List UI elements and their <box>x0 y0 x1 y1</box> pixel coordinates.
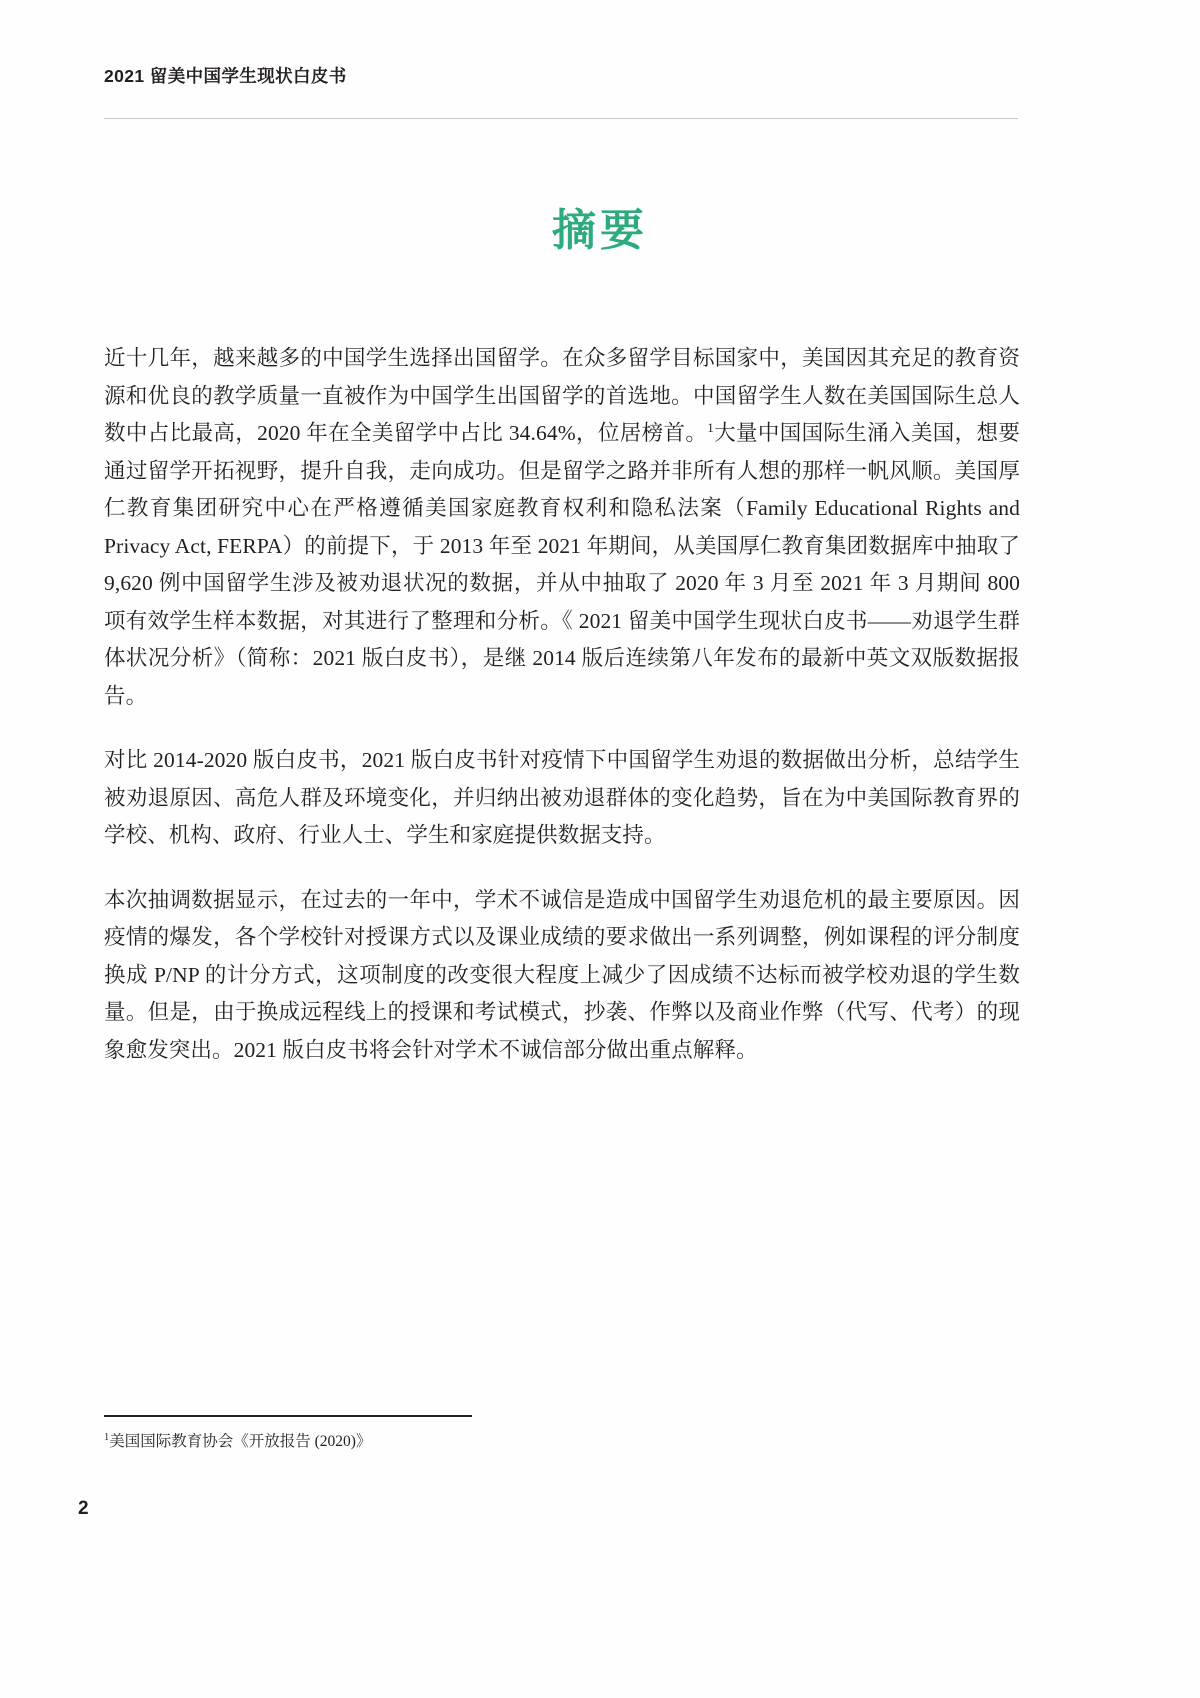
paragraph-1-part-b: 大量中国国际生涌入美国，想要通过留学开拓视野，提升自我，走向成功。但是留学之路并非所有人想的那样一帆风顺。美国厚仁教育集团研究中心在严格遵循美国家庭教育权利和隐私法案（Family Educational Rights and Privacy Act, FERPA）的前提下，于 2013 年至 2021 年期间，从美国厚仁教育集团数据库中抽取了 9,620 例中国留学生涉及被劝退状况的数据，并从中抽取了 2020 年 3 月至 2021 年 3 月期间 800 项有效学生样本数据，对其进行了整理和分析。《 2021 留美中国学生现状白皮书——劝退学生群体状况分析》（简称：2021 版白皮书），是继 2014 版后连续第八年发布的最新中英文双版数据报告。 <box>104 421 1020 708</box>
paragraph-3: 本次抽调数据显示，在过去的一年中，学术不诚信是造成中国留学生劝退危机的最主要原因。因疫情的爆发，各个学校针对授课方式以及课业成绩的要求做出一系列调整，例如课程的评分制度换成 P/NP 的计分方式，这项制度的改变很大程度上减少了因成绩不达标而被学校劝退的学生数量。但是，由于换成远程线上的授课和考试模式，抄袭、作弊以及商业作弊（代写、代考）的现象愈发突出。2021 版白皮书将会针对学术不诚信部分做出重点解释。 <box>104 887 1020 1062</box>
body-text-column <box>104 340 1020 1069</box>
paragraph-1-part-a: 近十几年，越来越多的中国学生选择出国留学。在众多留学目标国家中，美国因其充足的教育资源和优良的教学质量一直被作为中国学生出国留学的首选地。中国留学生人数在美国国际生总人数中占比最高，2020 年在全美留学中占比 34.64%，位居榜首。 <box>104 346 1020 445</box>
footnote-reference-marker: 1 <box>707 419 714 435</box>
paragraph-1 <box>104 340 1020 715</box>
running-header-title: 2021 留美中国学生现状白皮书 <box>104 66 347 86</box>
paragraph-2: 对比 2014-2020 版白皮书，2021 版白皮书针对疫情下中国留学生劝退的数据做出分析，总结学生被劝退原因、高危人群及环境变化，并归纳出被劝退群体的变化趋势，旨在为中美国际教育界的学校、机构、政府、行业人士、学生和家庭提供数据支持。 <box>104 748 1020 847</box>
page-title: 摘要 <box>552 206 648 255</box>
footnote-entry <box>104 1430 1020 1453</box>
header-divider <box>104 118 1018 119</box>
footnote-marker: 1 <box>104 1431 110 1443</box>
page-number: 2 <box>78 1498 89 1519</box>
footnote-separator-rule <box>104 1415 472 1417</box>
footnote-area <box>104 1415 1020 1453</box>
running-header <box>104 66 1016 87</box>
section-title-block <box>0 205 1200 258</box>
footnote-source-text: 美国国际教育协会《开放报告 (2020)》 <box>109 1433 372 1450</box>
